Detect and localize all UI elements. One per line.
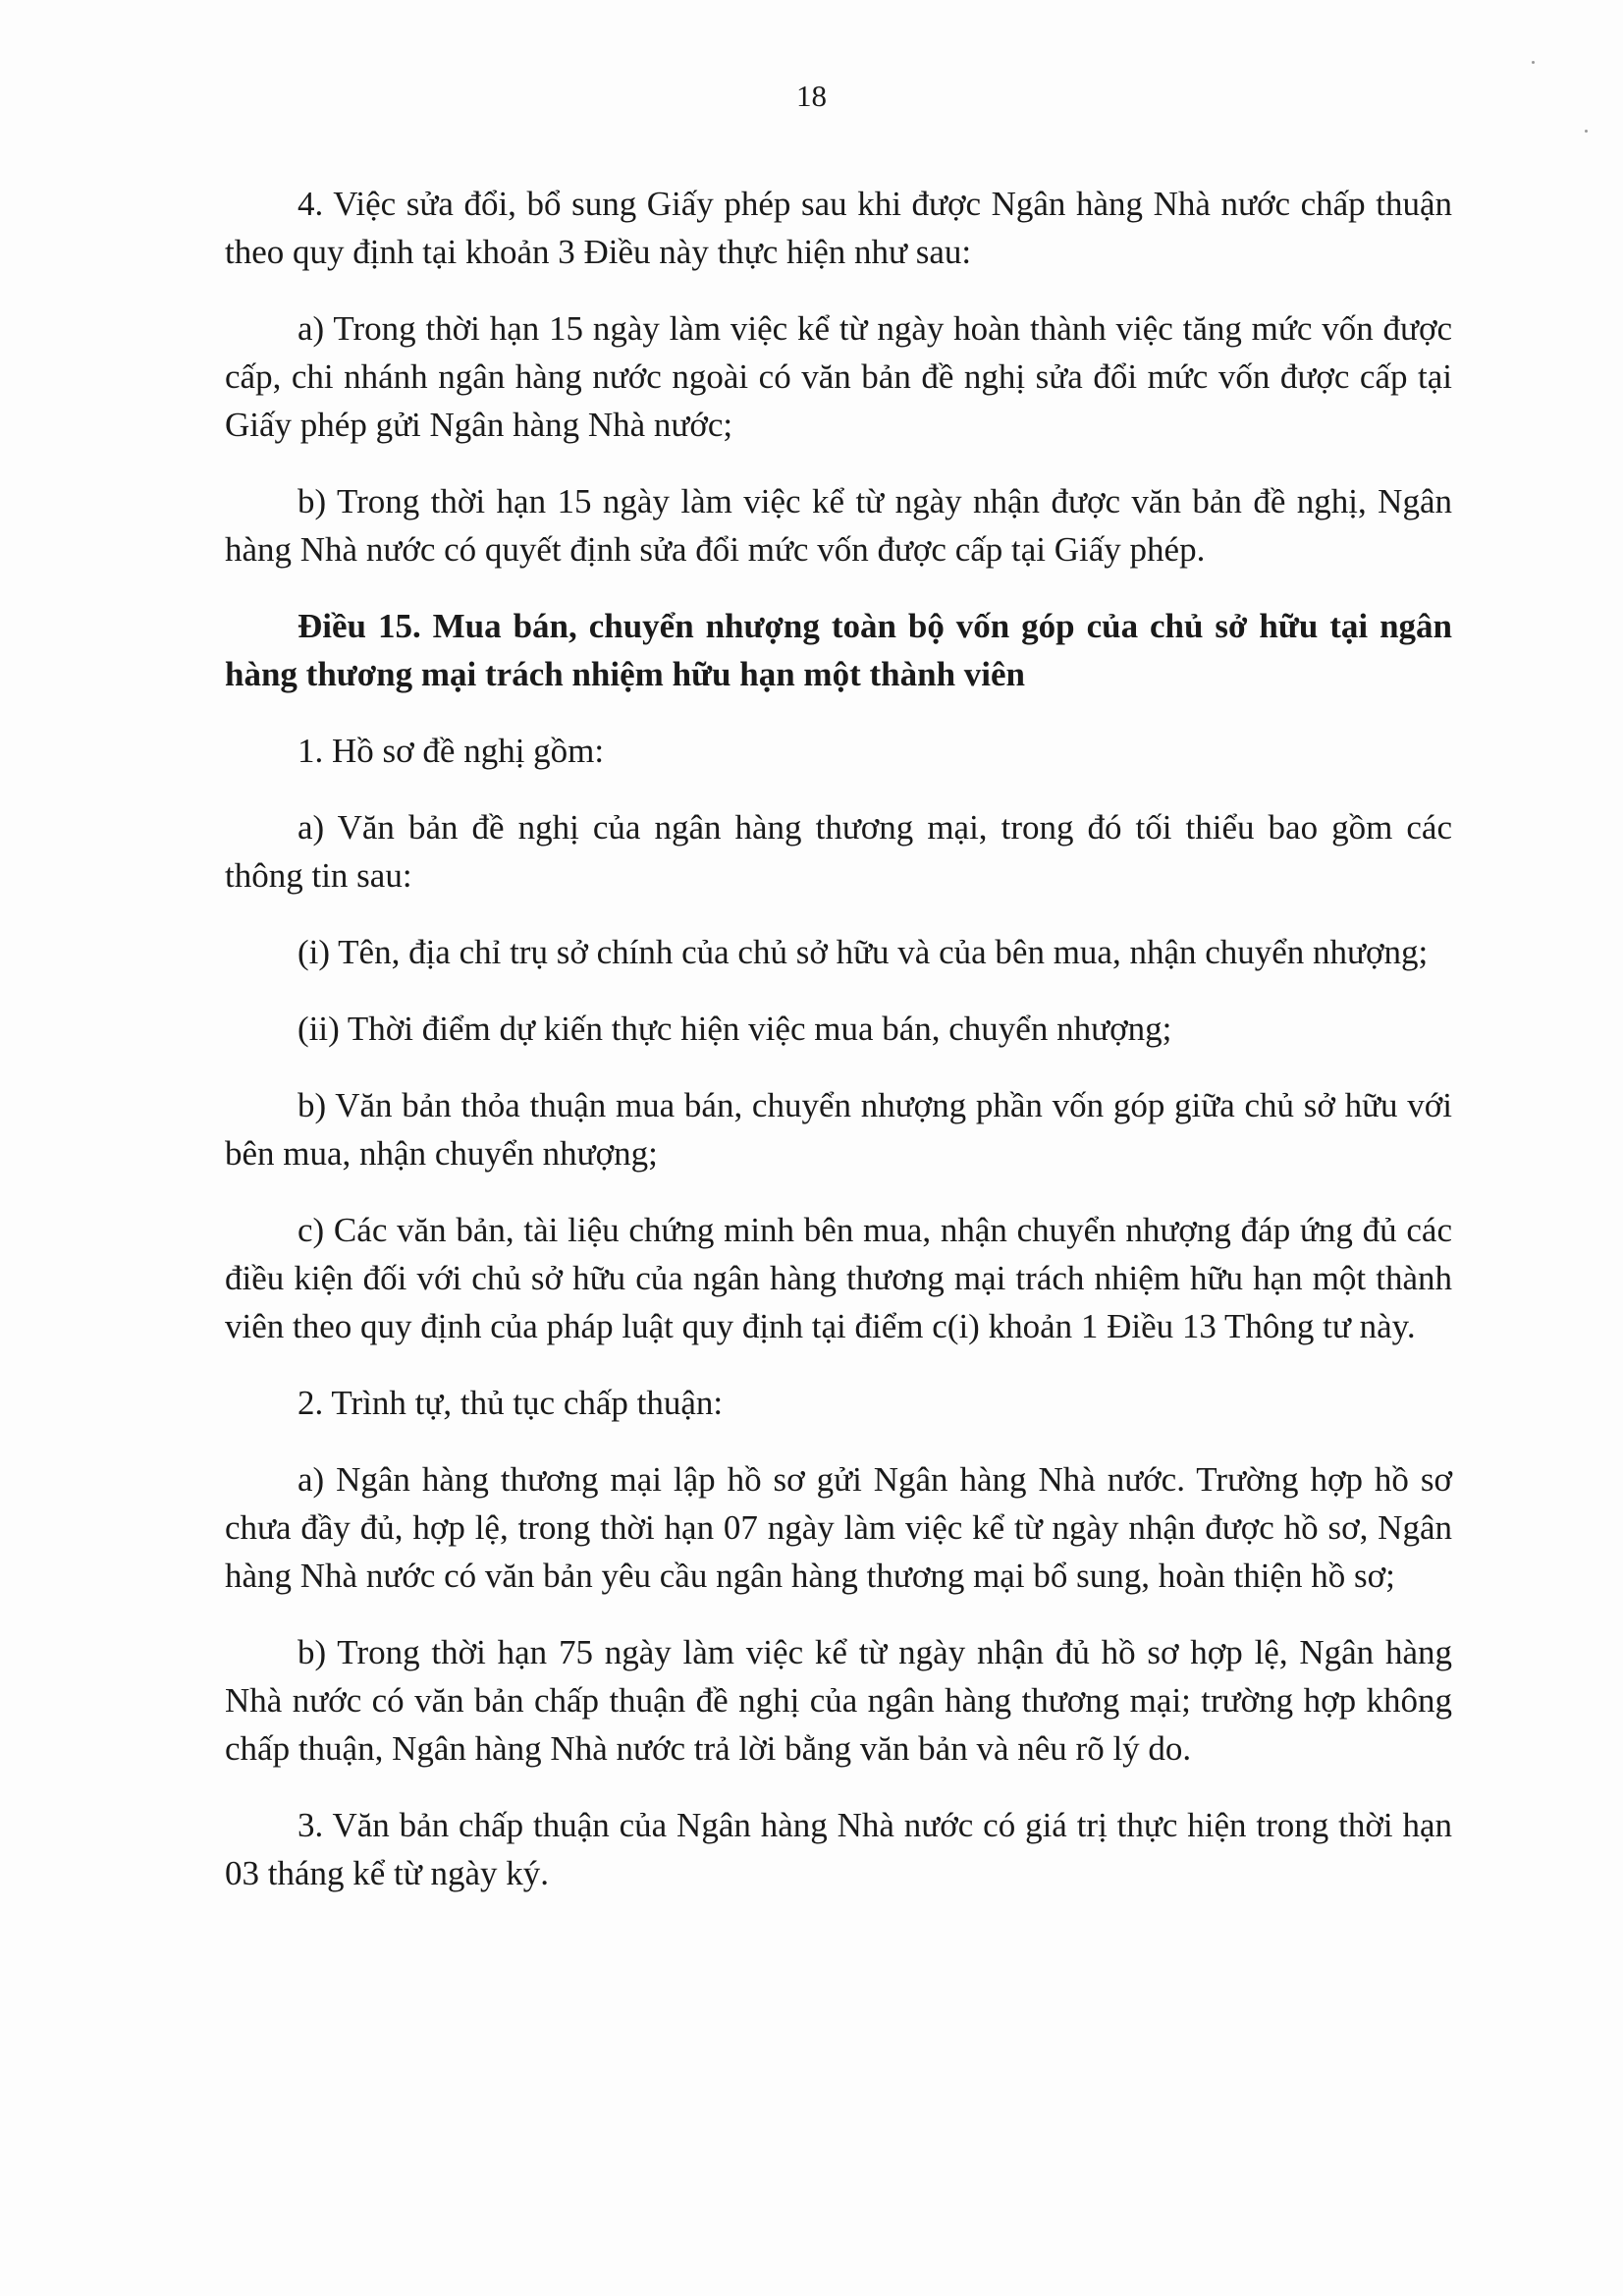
paragraph-2a: a) Ngân hàng thương mại lập hồ sơ gửi Ngân hàng Nhà nước. Trường hợp hồ sơ chưa đầy đủ, hợp lệ, trong thời hạn 07 ngày làm việc kể từ ngày nhận được hồ sơ, Ngân hàng Nhà nước có văn bản yêu cầu ngân hàng thương mại bổ sung, hoàn thiện hồ sơ; [225, 1460, 1452, 1595]
paragraph-1a: a) Văn bản đề nghị của ngân hàng thương mại, trong đó tối thiểu bao gồm các thông tin sau: [225, 808, 1452, 895]
scan-speck [1532, 61, 1535, 64]
paragraph-1: 1. Hồ sơ đề nghị gồm: [298, 732, 605, 770]
page-number: 18 [796, 79, 827, 113]
paragraph-2b: b) Trong thời hạn 75 ngày làm việc kể từ ngày nhận đủ hồ sơ hợp lệ, Ngân hàng Nhà nước có văn bản chấp thuận đề nghị của ngân hàng thương mại; trường hợp không chấp thuận, Ngân hàng Nhà nước trả lời bằng văn bản và nêu rõ lý do. [225, 1633, 1452, 1768]
paragraph-1b: b) Văn bản thỏa thuận mua bán, chuyển nhượng phần vốn góp giữa chủ sở hữu với bên mua, nhận chuyển nhượng; [225, 1086, 1452, 1173]
scan-speck [1585, 130, 1588, 133]
paragraph-1c: c) Các văn bản, tài liệu chứng minh bên mua, nhận chuyển nhượng đáp ứng đủ các điều kiện đối với chủ sở hữu của ngân hàng thương mại trách nhiệm hữu hạn một thành viên theo quy định của pháp luật quy định tại điểm c(i) khoản 1 Điều 13 Thông tư này. [225, 1211, 1452, 1345]
paragraph-4a: a) Trong thời hạn 15 ngày làm việc kể từ ngày hoàn thành việc tăng mức vốn được cấp, chi nhánh ngân hàng nước ngoài có văn bản đề nghị sửa đổi mức vốn được cấp tại Giấy phép gửi Ngân hàng Nhà nước; [225, 309, 1452, 444]
document-body [225, 180, 1452, 1926]
paragraph-1a-i: (i) Tên, địa chỉ trụ sở chính của chủ sở hữu và của bên mua, nhận chuyển nhượng; [298, 933, 1429, 971]
article-15-heading: Điều 15. Mua bán, chuyển nhượng toàn bộ vốn góp của chủ sở hữu tại ngân hàng thương mại trách nhiệm hữu hạn một thành viên [225, 607, 1452, 693]
paragraph-4b: b) Trong thời hạn 15 ngày làm việc kể từ ngày nhận được văn bản đề nghị, Ngân hàng Nhà nước có quyết định sửa đổi mức vốn được cấp tại Giấy phép. [225, 482, 1452, 569]
paragraph-3: 3. Văn bản chấp thuận của Ngân hàng Nhà nước có giá trị thực hiện trong thời hạn 03 tháng kể từ ngày ký. [225, 1806, 1452, 1892]
paragraph-1a-ii: (ii) Thời điểm dự kiến thực hiện việc mua bán, chuyển nhượng; [298, 1010, 1172, 1048]
paragraph-2: 2. Trình tự, thủ tục chấp thuận: [298, 1384, 724, 1422]
paragraph-4: 4. Việc sửa đổi, bổ sung Giấy phép sau khi được Ngân hàng Nhà nước chấp thuận theo quy định tại khoản 3 Điều này thực hiện như sau: [225, 185, 1452, 271]
